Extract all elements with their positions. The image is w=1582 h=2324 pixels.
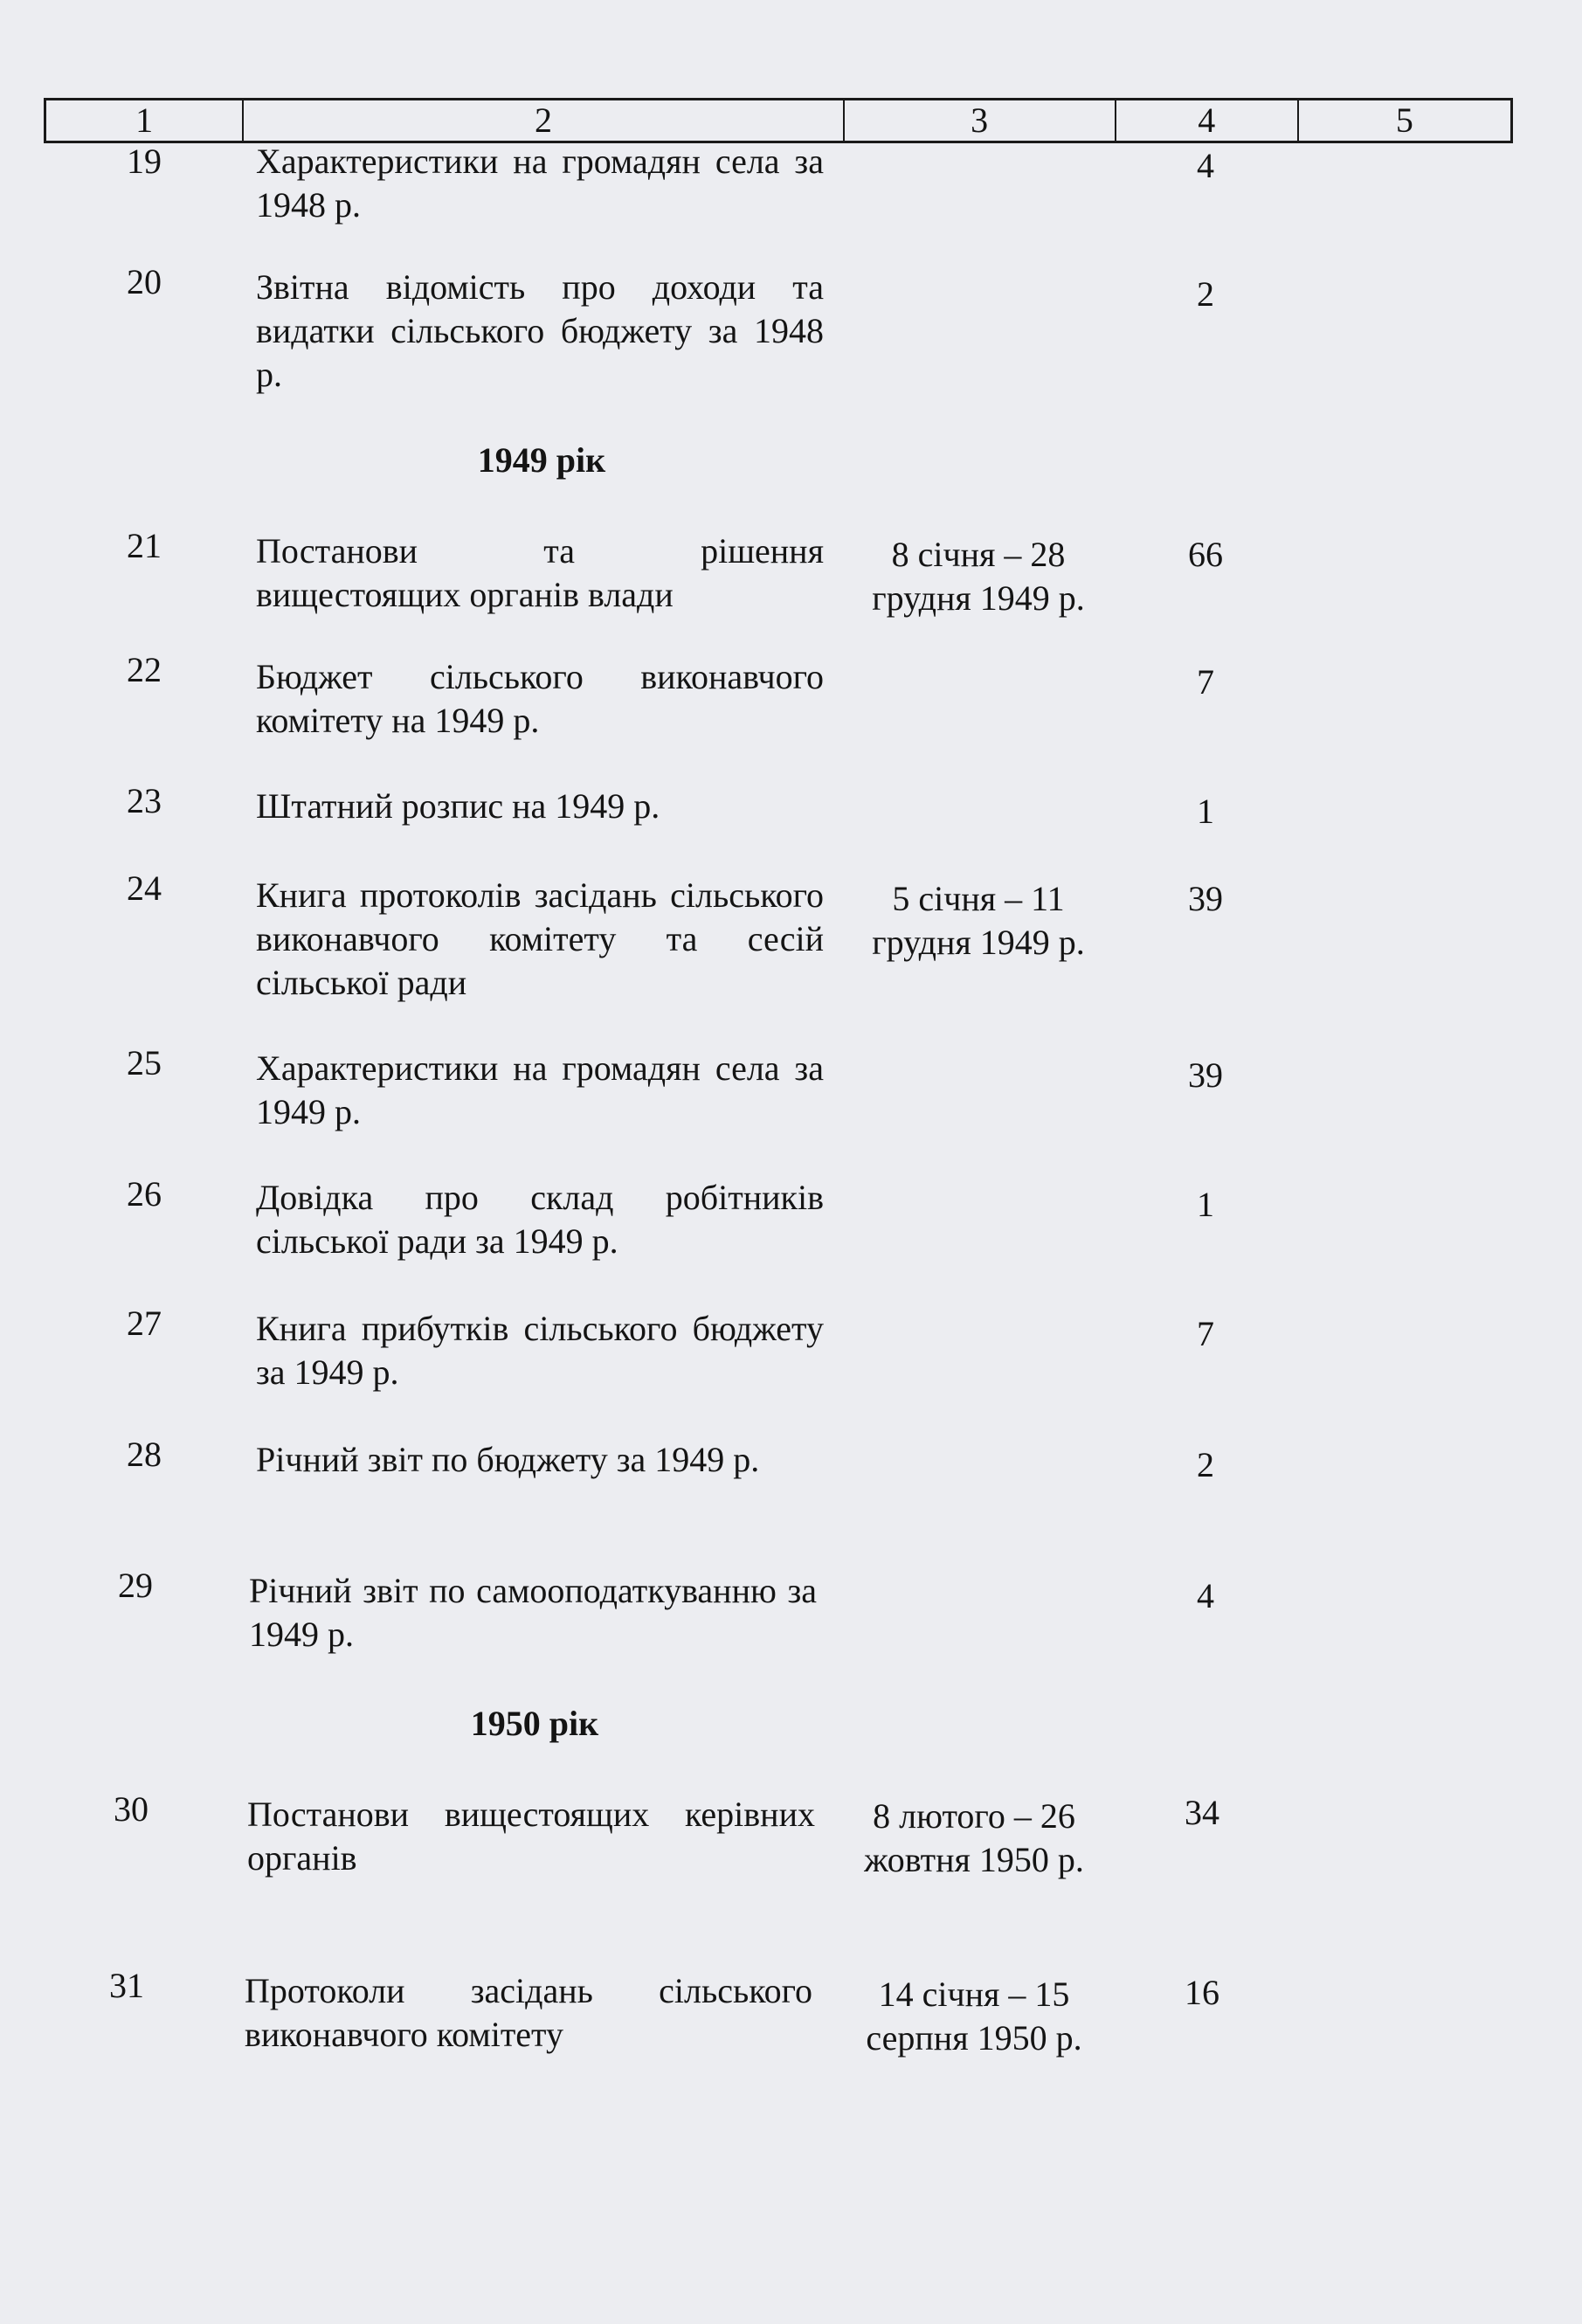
- row-21-description-line1: Постанови та рішення: [256, 531, 824, 571]
- column-header-2: 2: [244, 100, 845, 141]
- row-21-description-line2: вищестоящих органів влади: [256, 575, 674, 614]
- column-header-1: 1: [46, 100, 244, 141]
- row-21-number: 21: [127, 526, 162, 565]
- row-25-description: Характеристики на громадян села за 1949 р.: [256, 1048, 824, 1131]
- row-30-description: Постанови вищестоящих керівних органів: [247, 1795, 815, 1878]
- row-24-number: 24: [127, 868, 162, 908]
- row-19-description: Характеристики на громадян села за 1948 р.: [256, 142, 824, 225]
- row-19-number: 19: [127, 142, 162, 181]
- row-27-description: Книга прибутків сільського бюджету за 1949 р.: [256, 1309, 824, 1392]
- row-27-pages: 7: [1197, 1314, 1214, 1353]
- row-29-description: Річний звіт по самооподаткуванню за 1949 р.: [249, 1571, 817, 1654]
- row-22-description: Бюджет сільського виконавчого комітету на 1949 р.: [256, 657, 824, 740]
- row-31-pages: 16: [1185, 1973, 1219, 2012]
- column-header-4: 4: [1116, 100, 1299, 141]
- row-26-pages: 1: [1197, 1185, 1214, 1224]
- row-28-description: Річний звіт по бюджету за 1949 р.: [256, 1440, 760, 1479]
- row-22-pages: 7: [1197, 662, 1214, 702]
- row-27-number: 27: [127, 1304, 162, 1343]
- row-21-date-range: 8 січня – 28 грудня 1949 р.: [872, 535, 1085, 618]
- row-24-description: Книга протоколів засідань сільського виконавчого комітету та сесій сільської ради: [256, 875, 824, 1002]
- row-25-pages: 39: [1188, 1055, 1223, 1095]
- year-heading-1949: 1949 рік: [477, 440, 606, 480]
- row-31-description: Протоколи засідань сільського виконавчого комітету: [245, 1971, 812, 2054]
- row-28-pages: 2: [1197, 1445, 1214, 1484]
- row-29-number: 29: [118, 1566, 153, 1605]
- row-30-pages: 34: [1185, 1793, 1219, 1832]
- row-30-date-range: 8 лютого – 26 жовтня 1950 р.: [864, 1796, 1084, 1879]
- row-28-number: 28: [127, 1435, 162, 1474]
- row-31-number: 31: [109, 1966, 144, 2005]
- row-22-number: 22: [127, 650, 162, 689]
- row-31-date-range: 14 січня – 15 серпня 1950 р.: [866, 1975, 1082, 2058]
- row-21-pages: 66: [1188, 535, 1223, 574]
- row-24-date-range: 5 січня – 11 грудня 1949 р.: [872, 879, 1085, 962]
- row-23-number: 23: [127, 781, 162, 820]
- row-20-pages: 2: [1197, 274, 1214, 314]
- row-26-number: 26: [127, 1174, 162, 1214]
- row-26-description: Довідка про склад робітників сільської ради за 1949 р.: [256, 1178, 824, 1261]
- column-header-5: 5: [1395, 100, 1413, 140]
- row-25-number: 25: [127, 1043, 162, 1082]
- year-heading-1950: 1950 рік: [470, 1704, 599, 1743]
- row-24-pages: 39: [1188, 879, 1223, 918]
- row-19-pages: 4: [1197, 146, 1214, 185]
- row-23-pages: 1: [1197, 792, 1214, 831]
- row-23-description: Штатний розпис на 1949 р.: [256, 786, 660, 826]
- column-header-3: 3: [845, 100, 1116, 141]
- row-20-number: 20: [127, 262, 162, 301]
- row-20-description: Звітна відомість про доходи та видатки сільського бюджету за 1948 р.: [256, 267, 824, 394]
- row-29-pages: 4: [1197, 1576, 1214, 1615]
- column-header-row: [44, 98, 1513, 143]
- row-30-number: 30: [114, 1789, 149, 1829]
